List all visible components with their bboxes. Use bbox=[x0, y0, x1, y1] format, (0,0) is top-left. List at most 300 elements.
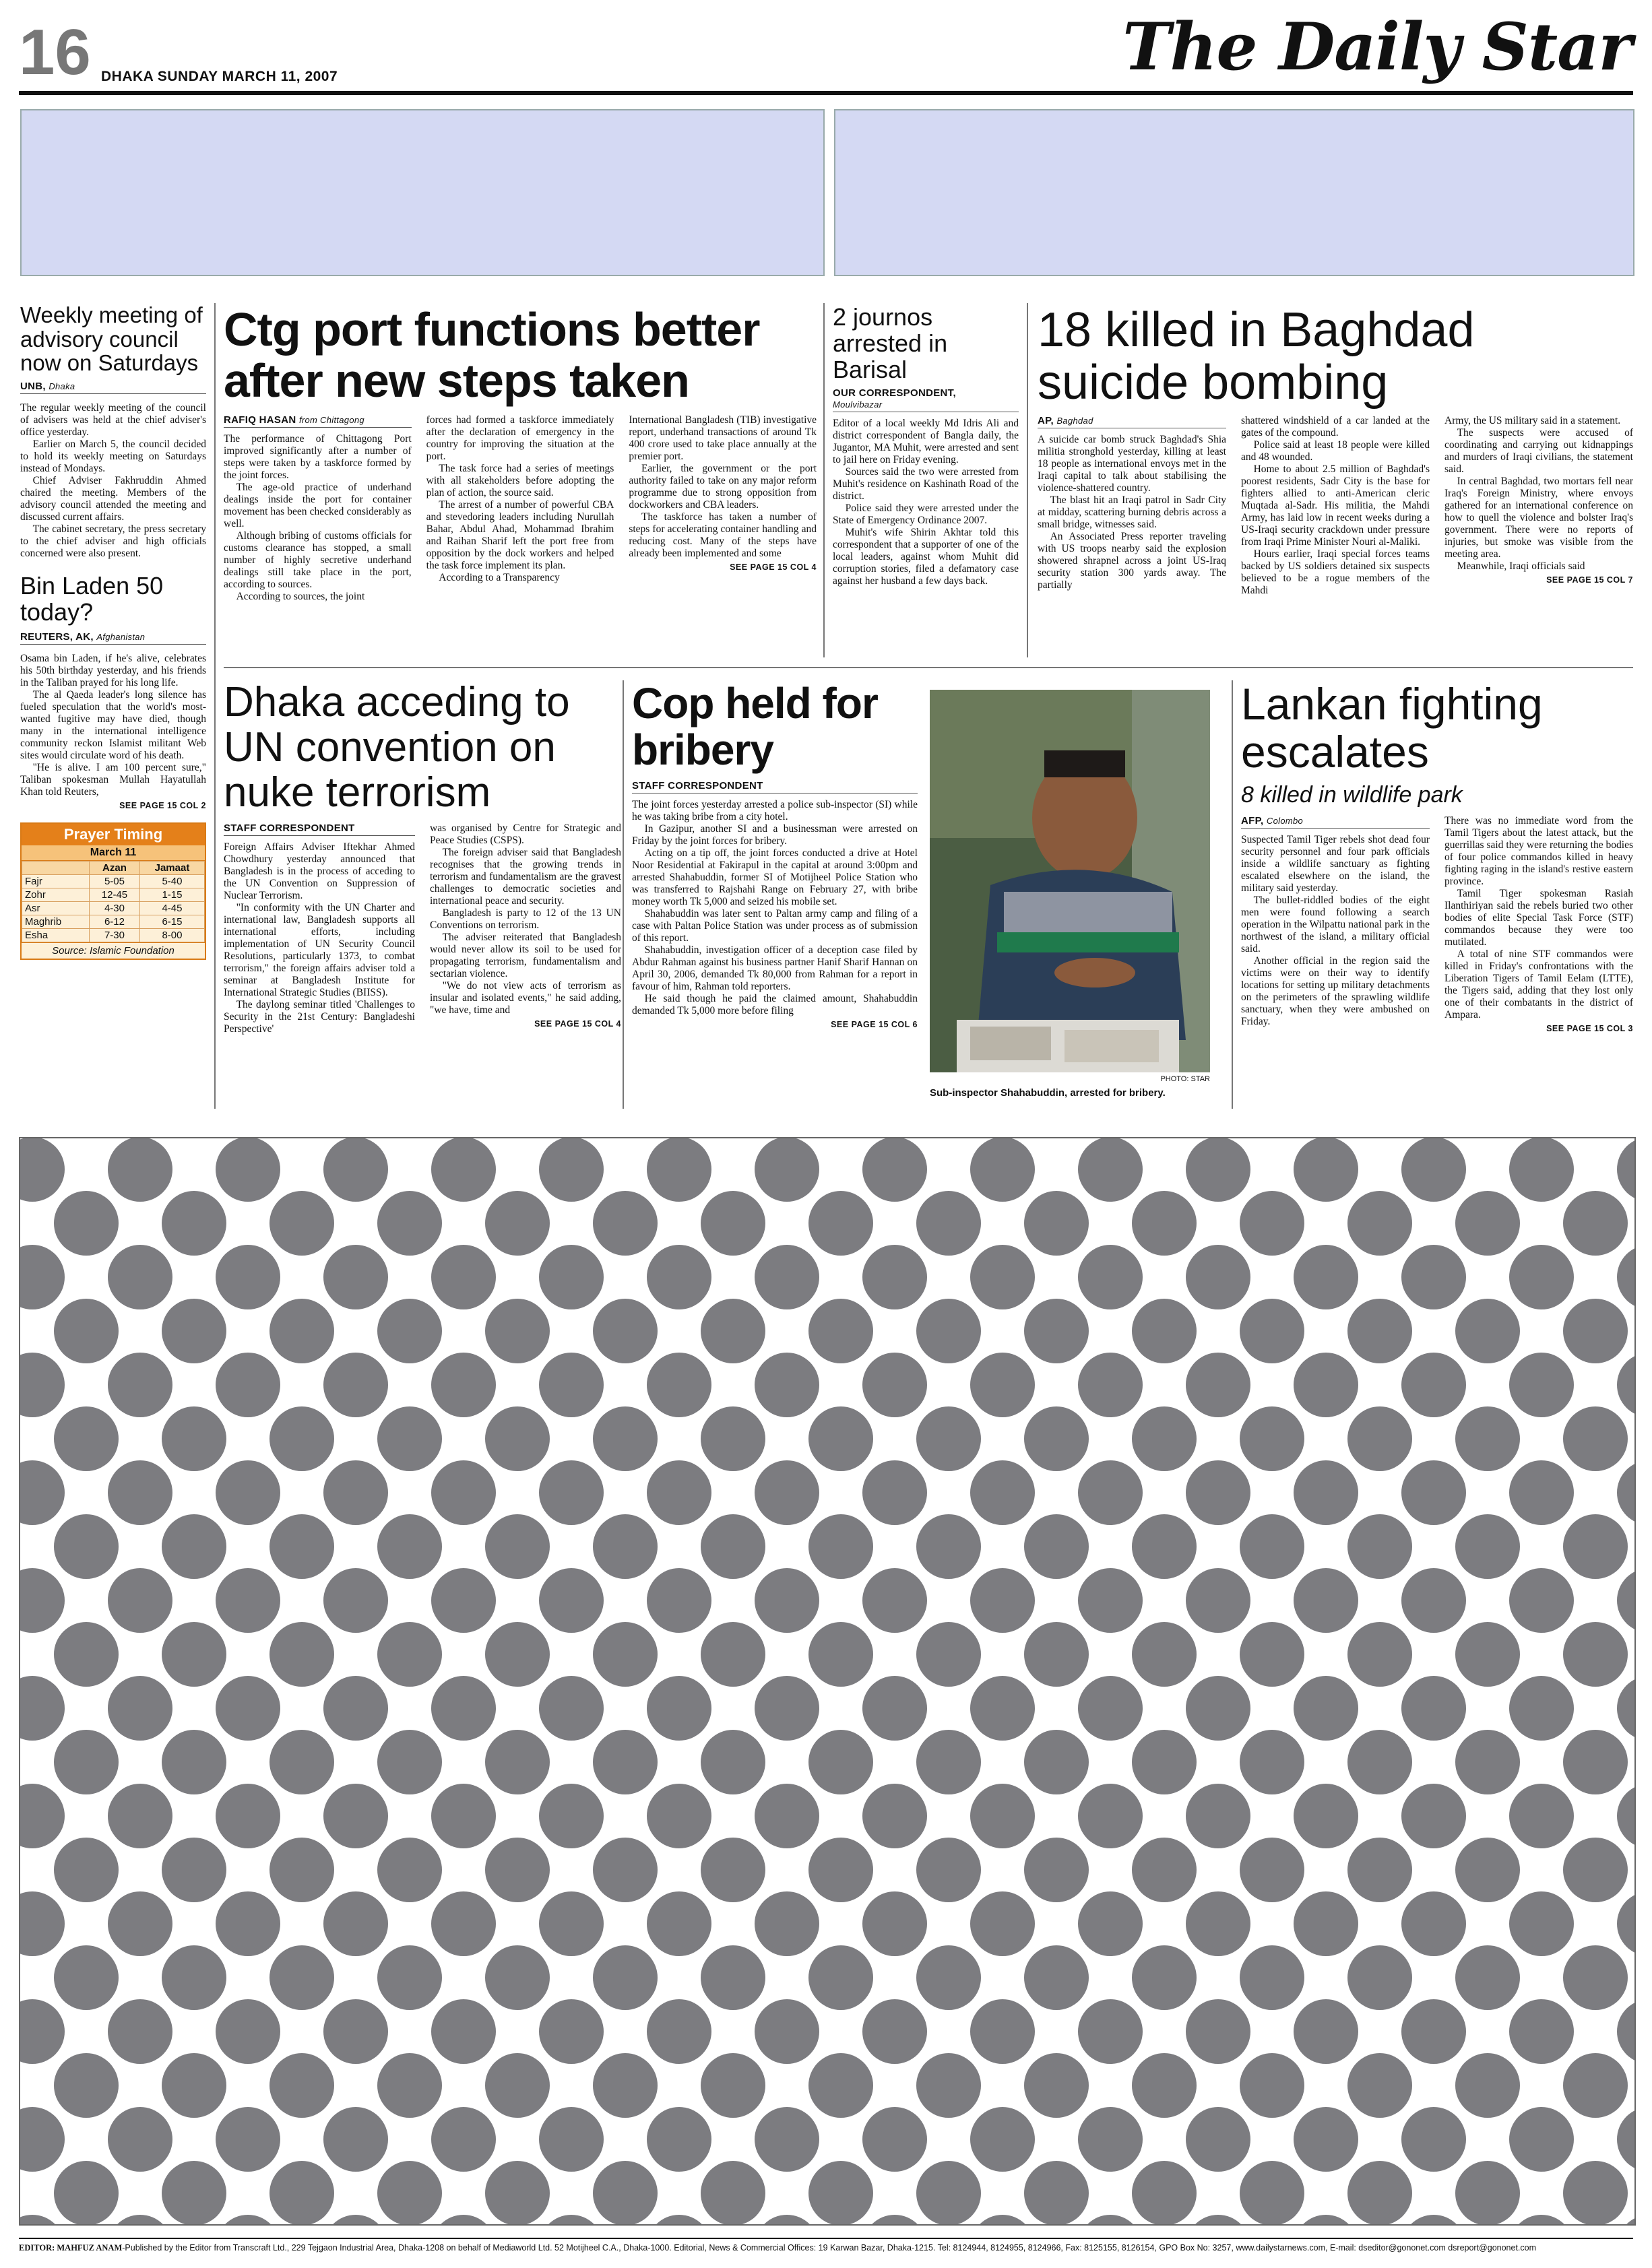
pattern-dot bbox=[20, 1676, 65, 1741]
pattern-dot bbox=[970, 1891, 1035, 1956]
pattern-dot bbox=[377, 1299, 442, 1363]
pattern-dot bbox=[1240, 2053, 1304, 2118]
pattern-dot bbox=[1455, 1514, 1520, 1579]
pattern-dot bbox=[1294, 1891, 1358, 1956]
pattern-dot bbox=[485, 1730, 550, 1794]
bin-laden-headline: Bin Laden 50 today? bbox=[20, 571, 164, 626]
pattern-dot bbox=[1401, 1245, 1466, 1309]
pattern-dot bbox=[216, 2215, 280, 2224]
pattern-dot bbox=[1509, 1999, 1574, 2064]
pattern-dot bbox=[1132, 1406, 1197, 1471]
ad-box-right bbox=[834, 109, 1634, 276]
pattern-dot bbox=[970, 1460, 1035, 1525]
journos-story bbox=[833, 304, 1019, 587]
pattern-dot bbox=[1024, 1838, 1089, 1902]
pattern-dot bbox=[647, 1891, 711, 1956]
pattern-dot bbox=[916, 2053, 981, 2118]
pattern-dot bbox=[1294, 1676, 1358, 1741]
pattern-dot bbox=[1347, 1945, 1412, 2010]
pattern-dot bbox=[593, 1730, 658, 1794]
pattern-dot bbox=[269, 2161, 334, 2224]
pattern-dot bbox=[269, 1945, 334, 2010]
pattern-dot bbox=[1024, 2161, 1089, 2224]
pattern-dot bbox=[1240, 1299, 1304, 1363]
baghdad-col-3: Army, the US military said in a statement. The suspects were accused of coordinating and carrying out kidnappings and murders of Iraqi civilians, the statement said. In central Baghdad, two mortars fell near Iraq's Foreign Ministry, where envoys gathered for an international conference on how to quell the violence and bolster Iraq's government. There were no reports of injuries, but smoke was visible from the meeting area. Meanwhile, Iraqi officials said SEE PAGE 15 COL 7 bbox=[1444, 414, 1633, 585]
pattern-dot bbox=[485, 2053, 550, 2118]
pattern-dot bbox=[1294, 2215, 1358, 2224]
pattern-dot bbox=[377, 1730, 442, 1794]
pattern-dot bbox=[755, 1353, 819, 1417]
pattern-dot bbox=[1078, 2215, 1143, 2224]
pattern-dot bbox=[755, 2215, 819, 2224]
pattern-dot bbox=[1347, 1838, 1412, 1902]
pattern-dot bbox=[1186, 1568, 1250, 1633]
pattern-dot bbox=[1078, 1999, 1143, 2064]
ad-box-left bbox=[20, 109, 825, 276]
prayer-row: Zohr 12-45 1-15 bbox=[22, 888, 205, 901]
pattern-dot bbox=[1347, 1191, 1412, 1256]
pattern-dot bbox=[1617, 1891, 1634, 1956]
pattern-dot bbox=[20, 1891, 65, 1956]
pattern-dot bbox=[1294, 1245, 1358, 1309]
pattern-dot bbox=[54, 2053, 119, 2118]
pattern-dot bbox=[431, 2215, 496, 2224]
pattern-dot bbox=[1240, 1945, 1304, 2010]
lanka-story bbox=[1241, 680, 1633, 1033]
pattern-dot bbox=[755, 1676, 819, 1741]
pattern-dot bbox=[1240, 1514, 1304, 1579]
pattern-dot bbox=[539, 1353, 604, 1417]
weekly-meeting-byline: UNB, Dhaka bbox=[20, 381, 206, 394]
pattern-dot bbox=[593, 1838, 658, 1902]
pattern-dot bbox=[269, 1299, 334, 1363]
pattern-dot bbox=[1078, 1676, 1143, 1741]
pattern-dot bbox=[162, 1622, 226, 1687]
pattern-dot bbox=[54, 1945, 119, 2010]
pattern-dot bbox=[916, 1622, 981, 1687]
pattern-dot bbox=[323, 1999, 388, 2064]
pattern-dot bbox=[1617, 1460, 1634, 1525]
pattern-dot bbox=[1347, 1514, 1412, 1579]
pattern-dot bbox=[647, 1999, 711, 2064]
pattern-dot bbox=[593, 2161, 658, 2224]
pattern-dot bbox=[593, 1299, 658, 1363]
pattern-dot bbox=[216, 1891, 280, 1956]
bin-laden-byline: REUTERS, AK, Afghanistan bbox=[20, 631, 206, 645]
pattern-dot bbox=[539, 1245, 604, 1309]
pattern-dot bbox=[1132, 1945, 1197, 2010]
pattern-dot bbox=[1617, 1245, 1634, 1309]
pattern-dot bbox=[216, 2107, 280, 2172]
pattern-dot bbox=[216, 1676, 280, 1741]
pattern-dot bbox=[20, 2107, 65, 2172]
pattern-dot bbox=[1401, 1891, 1466, 1956]
pattern-dot bbox=[701, 1406, 765, 1471]
pattern-dot bbox=[1078, 1568, 1143, 1633]
lanka-byline: AFP, Colombo bbox=[1241, 815, 1430, 829]
pattern-dot bbox=[269, 1191, 334, 1256]
prayer-date: March 11 bbox=[22, 845, 205, 861]
pattern-dot bbox=[216, 1999, 280, 2064]
baghdad-col-1: AP, Baghdad A suicide car bomb struck Baghdad's Shia militia stronghold yesterday, killing at least 18 people as international envoys met in the Iraqi capital to talk about stabilising the violence-shattered country. The blast hit an Iraqi patrol in Sadr City at midday, scattering burning debris across a small bridge, witnesses said. An Associated Press reporter traveling with US troops nearby said the explosion showered shrapnel across a joint US-Iraq security station 300 yards away. The partially bbox=[1038, 414, 1226, 591]
pattern-dot bbox=[647, 1568, 711, 1633]
pattern-dot bbox=[701, 2161, 765, 2224]
pattern-dot bbox=[539, 1460, 604, 1525]
pattern-dot bbox=[701, 1622, 765, 1687]
weekly-meeting-headline: Weekly meeting of advisory council now on Saturdays bbox=[20, 302, 203, 376]
pattern-dot bbox=[377, 1406, 442, 1471]
ctg-col1-body: The performance of Chittagong Port improved significantly after a number of steps were taken by a taskforce formed by the joint forces. The age-old practice of underhand dealings inside the port for container movement has been checked considerably as well. Although bribing of customs officials for customs clearance has stopped, a small number of highly secretive underhand dealings still take place in the port, according to sources. According to sources, the joint bbox=[224, 433, 412, 603]
pattern-dot bbox=[1563, 2161, 1628, 2224]
photo-credit: PHOTO: STAR bbox=[1160, 1075, 1210, 1083]
pattern-dot bbox=[970, 1676, 1035, 1741]
pattern-dot bbox=[647, 1784, 711, 1848]
pattern-dot bbox=[1563, 1838, 1628, 1902]
pattern-dot bbox=[216, 1568, 280, 1633]
pattern-dot bbox=[216, 1138, 280, 1202]
pattern-dot bbox=[1509, 1568, 1574, 1633]
pattern-dot bbox=[20, 1138, 65, 1202]
pattern-dot bbox=[1024, 1299, 1089, 1363]
pattern-dot bbox=[1024, 1730, 1089, 1794]
pattern-dot bbox=[323, 1784, 388, 1848]
pattern-dot bbox=[485, 1191, 550, 1256]
pattern-dot bbox=[1509, 1245, 1574, 1309]
pattern-dot bbox=[1401, 1784, 1466, 1848]
pattern-dot bbox=[808, 1730, 873, 1794]
pattern-dot bbox=[20, 1568, 65, 1633]
pattern-dot bbox=[1186, 2215, 1250, 2224]
pattern-dot bbox=[1509, 1784, 1574, 1848]
pattern-dot bbox=[323, 1568, 388, 1633]
pattern-dot bbox=[269, 1838, 334, 1902]
pattern-dot bbox=[216, 1460, 280, 1525]
pattern-dot bbox=[1294, 1353, 1358, 1417]
pattern-dot bbox=[916, 1406, 981, 1471]
pattern-dot bbox=[323, 1353, 388, 1417]
pattern-dot bbox=[269, 1406, 334, 1471]
dot-pattern-ad bbox=[19, 1137, 1636, 2226]
pattern-dot bbox=[377, 1838, 442, 1902]
pattern-dot bbox=[1617, 1568, 1634, 1633]
pattern-dot bbox=[216, 1353, 280, 1417]
pattern-dot bbox=[54, 1514, 119, 1579]
pattern-dot bbox=[1509, 2215, 1574, 2224]
pattern-dot bbox=[701, 1299, 765, 1363]
pattern-dot bbox=[647, 1353, 711, 1417]
pattern-dot bbox=[1186, 1138, 1250, 1202]
pattern-dot bbox=[701, 1730, 765, 1794]
pattern-dot bbox=[647, 1676, 711, 1741]
pattern-dot bbox=[1240, 1838, 1304, 1902]
pattern-dot bbox=[1563, 1622, 1628, 1687]
pattern-dot bbox=[1294, 1138, 1358, 1202]
prayer-row: Fajr 5-05 5-40 bbox=[22, 874, 205, 888]
pattern-dot bbox=[1240, 1191, 1304, 1256]
pattern-dot bbox=[1078, 1891, 1143, 1956]
pattern-dot bbox=[1186, 1245, 1250, 1309]
pattern-dot bbox=[808, 1299, 873, 1363]
pattern-dot bbox=[1563, 2053, 1628, 2118]
pattern-dot bbox=[916, 1730, 981, 1794]
pattern-dot bbox=[162, 1514, 226, 1579]
pattern-dot bbox=[162, 1730, 226, 1794]
pattern-dot bbox=[1294, 1999, 1358, 2064]
pattern-dot bbox=[1132, 1514, 1197, 1579]
bin-laden-continued: SEE PAGE 15 COL 2 bbox=[119, 800, 206, 810]
pattern-dot bbox=[485, 1299, 550, 1363]
pattern-dot bbox=[20, 1460, 65, 1525]
pattern-dot bbox=[216, 1245, 280, 1309]
pattern-dot bbox=[1401, 2107, 1466, 2172]
pattern-dot bbox=[1024, 2053, 1089, 2118]
pattern-dot bbox=[1455, 1191, 1520, 1256]
pattern-dot bbox=[808, 2053, 873, 2118]
ctg-byline: RAFIQ HASAN from Chittagong bbox=[224, 414, 412, 428]
column-rule bbox=[214, 303, 216, 1109]
footer-editor: EDITOR: MAHFUZ ANAM bbox=[19, 2243, 123, 2253]
pattern-dot bbox=[431, 1353, 496, 1417]
pattern-dot bbox=[862, 1784, 927, 1848]
pattern-dot bbox=[1132, 1191, 1197, 1256]
pattern-dot bbox=[862, 1999, 927, 2064]
pattern-dot bbox=[1186, 1676, 1250, 1741]
pattern-dot bbox=[20, 1784, 65, 1848]
column-rule bbox=[823, 303, 825, 657]
pattern-dot bbox=[862, 1891, 927, 1956]
pattern-dot bbox=[808, 1514, 873, 1579]
pattern-dot bbox=[54, 1191, 119, 1256]
pattern-dot bbox=[808, 2161, 873, 2224]
pattern-dot bbox=[1347, 1622, 1412, 1687]
pattern-dot bbox=[1347, 2053, 1412, 2118]
pattern-dot bbox=[1240, 1406, 1304, 1471]
pattern-dot bbox=[1024, 1406, 1089, 1471]
pattern-dot bbox=[808, 1838, 873, 1902]
pattern-dot bbox=[1186, 1460, 1250, 1525]
pattern-dot bbox=[1617, 2215, 1634, 2224]
ctg-port-story bbox=[224, 304, 817, 603]
pattern-dot bbox=[431, 1568, 496, 1633]
pattern-dot bbox=[539, 1676, 604, 1741]
pattern-dot bbox=[108, 1999, 172, 2064]
pattern-dot bbox=[377, 1622, 442, 1687]
pattern-dot bbox=[755, 1784, 819, 1848]
pattern-dot bbox=[431, 1245, 496, 1309]
pattern-dot bbox=[1455, 1406, 1520, 1471]
cop-continued: SEE PAGE 15 COL 6 bbox=[831, 1020, 918, 1030]
pattern-dot bbox=[1617, 1784, 1634, 1848]
pattern-dot bbox=[755, 1138, 819, 1202]
pattern-dot bbox=[862, 1353, 927, 1417]
pattern-dot bbox=[1294, 1568, 1358, 1633]
pattern-dot bbox=[162, 1191, 226, 1256]
pattern-dot bbox=[162, 2053, 226, 2118]
pattern-dot bbox=[1563, 1406, 1628, 1471]
pattern-dot bbox=[970, 1568, 1035, 1633]
baghdad-continued: SEE PAGE 15 COL 7 bbox=[1546, 575, 1633, 585]
pattern-dot bbox=[1401, 1138, 1466, 1202]
masthead-rule bbox=[19, 91, 1633, 95]
pattern-dot bbox=[377, 2161, 442, 2224]
pattern-dot bbox=[323, 2215, 388, 2224]
pattern-dot bbox=[1294, 1784, 1358, 1848]
pattern-dot bbox=[323, 1676, 388, 1741]
pattern-dot bbox=[269, 1622, 334, 1687]
newspaper-logo: The Daily Star bbox=[1122, 9, 1632, 85]
nuke-col-1: STAFF CORRESPONDENT Foreign Affairs Adviser Iftekhar Ahmed Chowdhury yesterday announced that Bangladesh is in the process of acceding to the UN Convention on Suppression of Nuclear Terrorism. "In conformity with the UN Charter and international law, Bangladesh supports all international efforts, including implementation of UN Security Council Resolutions, particularly 1373, to combat terrorism," the foreign affairs adviser told a seminar at Bangladesh Institute for International Strategic Studies (BIISS). The daylong seminar titled 'Challenges to Security in the 21st Century: Bangladeshi Perspective' bbox=[224, 822, 415, 1035]
pattern-dot bbox=[54, 1406, 119, 1471]
pattern-dot bbox=[377, 1514, 442, 1579]
pattern-dot bbox=[1401, 1353, 1466, 1417]
pattern-dot bbox=[1024, 1514, 1089, 1579]
pattern-dot bbox=[539, 1138, 604, 1202]
pattern-dot bbox=[593, 1945, 658, 2010]
footer-text: -Published by the Editor from Transcraft Ltd., 229 Tejgaon Industrial Area, Dhaka-1208 on behalf of Mediaworld Ltd. 52 Motijheel C.A., Dhaka-1000. Editorial, News & Commercial Offices: 19 Karwan Bazar, Dhaka-1215. Tel: 8124944, 8124955, 8124966, Fax: 8125155, 8126154, GPO Box No: 3257, www.dailystarnews.com, E-mail: dseditor@gononet.com dsreport@gononet.com bbox=[122, 2243, 1537, 2253]
cop-story bbox=[632, 680, 918, 1029]
pattern-dot bbox=[593, 1622, 658, 1687]
baghdad-headline: 18 killed in Baghdad suicide bombing bbox=[1038, 303, 1475, 410]
pattern-dot bbox=[1186, 1999, 1250, 2064]
cop-photo bbox=[930, 690, 1210, 1072]
baghdad-byline: AP, Baghdad bbox=[1038, 415, 1226, 428]
pattern-dot bbox=[862, 2215, 927, 2224]
pattern-dot bbox=[485, 1406, 550, 1471]
pattern-dot bbox=[1401, 2215, 1466, 2224]
pattern-dot bbox=[108, 1460, 172, 1525]
pattern-dot bbox=[1132, 1622, 1197, 1687]
pattern-dot bbox=[108, 1138, 172, 1202]
pattern-dot bbox=[1617, 1676, 1634, 1741]
pattern-dot bbox=[647, 1138, 711, 1202]
pattern-dot bbox=[431, 1676, 496, 1741]
dot-pattern bbox=[20, 1138, 1634, 2224]
ctg-col-3: International Bangladesh (TIB) investigative report, underhand transactions of around Tk 400 crore used to take place annually at the premier port. Earlier, the government or the port authority failed to take on any major reform programme due to strong opposition from dockworkers and CBA leaders. The taskforce has taken a number of steps for accelerating container handling and reducing cost. Many of the steps have already been implemented and some SEE PAGE 15 COL 4 bbox=[629, 414, 817, 573]
pattern-dot bbox=[54, 1838, 119, 1902]
column-rule bbox=[1027, 303, 1028, 657]
pattern-dot bbox=[1455, 1730, 1520, 1794]
pattern-dot bbox=[755, 1245, 819, 1309]
pattern-dot bbox=[108, 1353, 172, 1417]
pattern-dot bbox=[701, 1191, 765, 1256]
pattern-dot bbox=[1455, 1838, 1520, 1902]
pattern-dot bbox=[108, 2215, 172, 2224]
pattern-dot bbox=[1455, 1622, 1520, 1687]
pattern-dot bbox=[162, 1838, 226, 1902]
pattern-dot bbox=[755, 2107, 819, 2172]
pattern-dot bbox=[916, 1838, 981, 1902]
pattern-dot bbox=[808, 1622, 873, 1687]
journos-byline: OUR CORRESPONDENT, Moulvibazar bbox=[833, 387, 1019, 412]
pattern-dot bbox=[1563, 1299, 1628, 1363]
pattern-dot bbox=[216, 1784, 280, 1848]
pattern-dot bbox=[647, 1245, 711, 1309]
column-rule bbox=[623, 680, 624, 1109]
pattern-dot bbox=[108, 1676, 172, 1741]
photo-illustration bbox=[930, 690, 1210, 1072]
pattern-dot bbox=[1617, 2107, 1634, 2172]
pattern-dot bbox=[539, 2215, 604, 2224]
pattern-dot bbox=[1240, 2161, 1304, 2224]
prayer-row: Esha 7-30 8-00 bbox=[22, 928, 205, 942]
pattern-dot bbox=[1347, 1299, 1412, 1363]
pattern-dot bbox=[808, 1406, 873, 1471]
pattern-dot bbox=[323, 2107, 388, 2172]
pattern-dot bbox=[593, 1191, 658, 1256]
pattern-dot bbox=[20, 1245, 65, 1309]
pattern-dot bbox=[54, 1730, 119, 1794]
nuke-continued: SEE PAGE 15 COL 4 bbox=[534, 1018, 621, 1029]
pattern-dot bbox=[970, 1138, 1035, 1202]
pattern-dot bbox=[269, 1514, 334, 1579]
pattern-dot bbox=[755, 1460, 819, 1525]
prayer-title: Prayer Timing bbox=[22, 824, 205, 845]
pattern-dot bbox=[1078, 1138, 1143, 1202]
pattern-dot bbox=[539, 1568, 604, 1633]
pattern-dot bbox=[1401, 1460, 1466, 1525]
prayer-source: Source: Islamic Foundation bbox=[22, 942, 205, 959]
pattern-dot bbox=[54, 1622, 119, 1687]
pattern-dot bbox=[485, 1945, 550, 2010]
lanka-col-2: There was no immediate word from the Tamil Tigers about the latest attack, but the guerrillas said they were returning the bodies of four police commandos killed in heavy fighting raging in the island's restive eastern province. Tamil Tiger spokesman Rasiah Ilanthiriyan said the rebels buried two other bodies of elite Special Task Force (STF) commandos because they were too mutilated. A total of nine STF commandos were killed in Friday's confrontations with the Liberation Tigers of Tamil Eelam (LTTE), the Tigers said, adding that they lost only one of their combatants in the district of Ampara. SEE PAGE 15 COL 3 bbox=[1444, 814, 1633, 1033]
pattern-dot bbox=[970, 2107, 1035, 2172]
page-number: 16 bbox=[19, 16, 91, 88]
ctg-continued: SEE PAGE 15 COL 4 bbox=[730, 562, 817, 573]
prayer-row: Maghrib 6-12 6-15 bbox=[22, 915, 205, 928]
pattern-dot bbox=[916, 1514, 981, 1579]
pattern-dot bbox=[20, 1999, 65, 2064]
pattern-dot bbox=[162, 2161, 226, 2224]
date-line: DHAKA SUNDAY MARCH 11, 2007 bbox=[101, 69, 338, 84]
pattern-dot bbox=[539, 1891, 604, 1956]
pattern-dot bbox=[1132, 1299, 1197, 1363]
pattern-dot bbox=[20, 1353, 65, 1417]
nuke-headline: Dhaka acceding to UN convention on nuke terrorism bbox=[224, 679, 570, 816]
pattern-dot bbox=[1024, 1622, 1089, 1687]
pattern-dot bbox=[1347, 1406, 1412, 1471]
pattern-dot bbox=[1617, 1138, 1634, 1202]
pattern-dot bbox=[1024, 1945, 1089, 2010]
pattern-dot bbox=[108, 1245, 172, 1309]
pattern-dot bbox=[1132, 2161, 1197, 2224]
pattern-dot bbox=[162, 1945, 226, 2010]
pattern-dot bbox=[647, 2215, 711, 2224]
prayer-header-row: Azan Jamaat bbox=[22, 861, 205, 874]
cop-body: The joint forces yesterday arrested a police sub-inspector (SI) while he was taking bribe from a city hotel. In Gazipur, another SI and a businessman were arrested on Friday by the joint forces for bribery. Acting on a tip off, the joint forces conducted a drive at Hotel Noor Residential at Fakirapul in the capital at around 3:00pm and arrested Shahabuddin, former SI of Motijheel Police Station who was transferred to Rajshahi Range on February 27, with bribe money worth Tk 5,000 and seized his mobile set. Shahabuddin was later sent to Paltan army camp and filing of a case with Paltan Police Station was under process as of submission of this report. Shahabuddin, investigation officer of a deception case filed by Abdur Rahman against his business partner Hanif Sharif Hannan on April 30, 2006, demanded Tk 80,000 from Rahman for a report in favour of him, Rahman told reporters. He said though he paid the claimed amount, Shahabuddin demanded Tk 5,000 more before filing bbox=[632, 799, 918, 1017]
pattern-dot bbox=[1563, 1945, 1628, 2010]
pattern-dot bbox=[485, 1514, 550, 1579]
pattern-dot bbox=[862, 1568, 927, 1633]
pattern-dot bbox=[485, 1622, 550, 1687]
pattern-dot bbox=[539, 1784, 604, 1848]
pattern-dot bbox=[1132, 2053, 1197, 2118]
pattern-dot bbox=[323, 1245, 388, 1309]
pattern-dot bbox=[269, 2053, 334, 2118]
pattern-dot bbox=[431, 1999, 496, 2064]
pattern-dot bbox=[269, 1730, 334, 1794]
lanka-col-1: AFP, Colombo Suspected Tamil Tiger rebels shot dead four security personnel and four park officials inside a wildlife sanctuary as fighting escalated elsewhere on the island, the military said yesterday. The bullet-riddled bodies of the eight men were found following a search operation in the Wilpattu national park in the northwest of the island, a military official said. Another official in the region said the victims were on their way to identify locations for setting up military detachments on the perimeters of the sprawling wildlife sanctuary, when they were ambushed on Friday. bbox=[1241, 814, 1430, 1027]
pattern-dot bbox=[916, 2161, 981, 2224]
pattern-dot bbox=[1024, 1191, 1089, 1256]
pattern-dot bbox=[1455, 2053, 1520, 2118]
pattern-dot bbox=[862, 2107, 927, 2172]
pattern-dot bbox=[755, 1891, 819, 1956]
footer-imprint bbox=[19, 2238, 1633, 2253]
pattern-dot bbox=[1563, 1514, 1628, 1579]
sidebar bbox=[20, 303, 206, 960]
lanka-continued: SEE PAGE 15 COL 3 bbox=[1546, 1023, 1633, 1033]
lanka-subhead: 8 killed in wildlife park bbox=[1241, 781, 1463, 808]
